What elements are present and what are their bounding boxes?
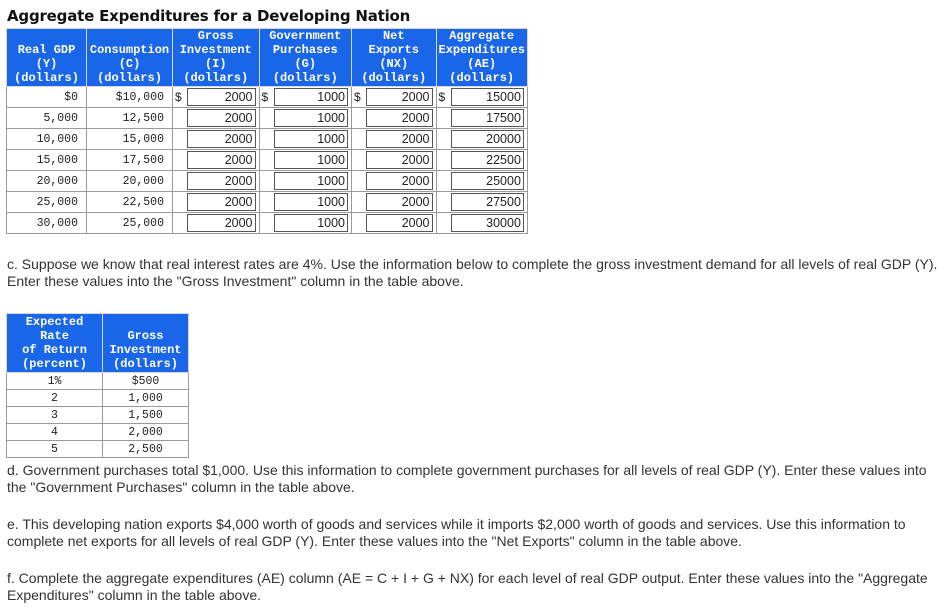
government-input-cell	[274, 129, 352, 150]
currency-symbol	[259, 150, 274, 171]
government-input-cell	[274, 171, 352, 192]
consumption-cell: 25,000	[87, 213, 173, 234]
currency-symbol	[436, 129, 451, 150]
aggregate-expenditures-input[interactable]: 30000	[451, 214, 524, 232]
table-row	[7, 129, 528, 150]
gross-investment-cell: 1,000	[103, 390, 189, 407]
table-row	[7, 150, 528, 171]
table-row	[7, 407, 189, 424]
aggregate-expenditures-input[interactable]: 20000	[451, 130, 524, 148]
instruction-c: c. Suppose we know that real interest rates are 4%. Use the information below to complete the gross investment demand for all levels of real GDP (Y). Enter these values into the "Gross Investment" column in the table above.	[7, 256, 938, 289]
expected-rate-cell: 3	[7, 407, 103, 424]
net-exports-input[interactable]: 2000	[366, 193, 433, 211]
header-gross-investment: Gross Investment (I) (dollars)	[173, 29, 260, 87]
expected-rate-cell: 1%	[7, 373, 103, 390]
aggregate-expenditures-table	[6, 28, 528, 234]
currency-symbol	[436, 192, 451, 213]
table-row	[7, 171, 528, 192]
header-net-exports: Net Exports (NX) (dollars)	[352, 29, 437, 87]
table-row	[7, 424, 189, 441]
currency-symbol: $	[352, 87, 367, 108]
aggregate-expenditures-input-cell	[451, 108, 527, 129]
aggregate-expenditures-input-cell	[451, 129, 527, 150]
net-exports-input-cell	[366, 150, 436, 171]
net-exports-input-cell	[366, 192, 436, 213]
instruction-d: d. Government purchases total $1,000. Use this information to complete government purchases for all levels of real GDP (Y). Enter these values into the "Government Purchases" column in the table above.	[7, 462, 927, 495]
table-row	[7, 213, 528, 234]
investment-input-cell	[187, 108, 259, 129]
investment-input-cell	[187, 87, 259, 108]
gross-investment-cell: 2,500	[103, 441, 189, 458]
aggregate-expenditures-input-cell	[451, 171, 527, 192]
table-row	[7, 192, 528, 213]
aggregate-expenditures-input[interactable]: 27500	[451, 193, 524, 211]
investment-demand-table	[6, 313, 189, 458]
government-input-cell	[274, 192, 352, 213]
aggregate-expenditures-input-cell	[451, 213, 527, 234]
currency-symbol	[259, 192, 274, 213]
net-exports-input[interactable]: 2000	[366, 130, 433, 148]
currency-symbol	[436, 108, 451, 129]
investment-input[interactable]: 2000	[187, 109, 256, 127]
real-gdp-cell: 30,000	[7, 213, 87, 234]
aggregate-expenditures-input[interactable]: 22500	[451, 151, 524, 169]
investment-input-cell	[187, 129, 259, 150]
currency-symbol	[173, 171, 188, 192]
net-exports-input[interactable]: 2000	[366, 88, 433, 106]
currency-symbol	[352, 108, 367, 129]
government-input[interactable]: 1000	[274, 193, 349, 211]
gross-investment-cell: 1,500	[103, 407, 189, 424]
net-exports-input-cell	[366, 129, 436, 150]
net-exports-input[interactable]: 2000	[366, 214, 433, 232]
consumption-cell: 15,000	[87, 129, 173, 150]
currency-symbol	[259, 213, 274, 234]
real-gdp-cell: 25,000	[7, 192, 87, 213]
table-row	[7, 390, 189, 407]
real-gdp-cell: 10,000	[7, 129, 87, 150]
net-exports-input-cell	[366, 213, 436, 234]
expected-rate-cell: 2	[7, 390, 103, 407]
investment-input-cell	[187, 171, 259, 192]
gross-investment-cell: $500	[103, 373, 189, 390]
real-gdp-cell: 5,000	[7, 108, 87, 129]
net-exports-input-cell	[366, 87, 436, 108]
currency-symbol	[173, 150, 188, 171]
instruction-f: f. Complete the aggregate expenditures (AE) column (AE = C + I + G + NX) for each level of real GDP output. Enter these values into the "Aggregate Expenditures" column in the table above.	[7, 570, 928, 603]
investment-input-cell	[187, 213, 259, 234]
investment-input-cell	[187, 150, 259, 171]
currency-symbol	[173, 213, 188, 234]
government-input[interactable]: 1000	[274, 214, 349, 232]
consumption-cell: 20,000	[87, 171, 173, 192]
net-exports-input[interactable]: 2000	[366, 151, 433, 169]
aggregate-expenditures-input[interactable]: 17500	[451, 109, 524, 127]
table-row	[7, 87, 528, 108]
government-input-cell	[274, 213, 352, 234]
header-consumption: Consumption (C) (dollars)	[87, 29, 173, 87]
table-row	[7, 108, 528, 129]
net-exports-input[interactable]: 2000	[366, 172, 433, 190]
header-expected-rate: Expected Rate of Return (percent)	[7, 314, 103, 373]
government-input[interactable]: 1000	[274, 109, 349, 127]
header-government-purchases: Government Purchases (G) (dollars)	[259, 29, 352, 87]
page-title: Aggregate Expenditures for a Developing Nation	[7, 7, 411, 25]
aggregate-expenditures-input-cell	[451, 192, 527, 213]
government-input-cell	[274, 150, 352, 171]
currency-symbol	[259, 129, 274, 150]
government-input-cell	[274, 87, 352, 108]
government-input[interactable]: 1000	[274, 151, 349, 169]
investment-input-cell	[187, 192, 259, 213]
investment-input[interactable]: 2000	[187, 151, 256, 169]
consumption-cell: 17,500	[87, 150, 173, 171]
consumption-cell: 12,500	[87, 108, 173, 129]
consumption-cell: 22,500	[87, 192, 173, 213]
currency-symbol	[436, 171, 451, 192]
currency-symbol: $	[173, 87, 188, 108]
real-gdp-cell: 15,000	[7, 150, 87, 171]
aggregate-expenditures-input-cell	[451, 87, 527, 108]
currency-symbol	[173, 129, 188, 150]
currency-symbol	[352, 213, 367, 234]
header-gross-investment-dollars: Gross Investment (dollars)	[103, 314, 189, 373]
real-gdp-cell: 20,000	[7, 171, 87, 192]
currency-symbol	[352, 150, 367, 171]
investment-input[interactable]: 2000	[187, 214, 256, 232]
currency-symbol	[259, 108, 274, 129]
currency-symbol: $	[259, 87, 274, 108]
investment-input[interactable]: 2000	[187, 193, 256, 211]
net-exports-input[interactable]: 2000	[366, 109, 433, 127]
gross-investment-cell: 2,000	[103, 424, 189, 441]
table-row	[7, 373, 189, 390]
currency-symbol: $	[436, 87, 451, 108]
government-input-cell	[274, 108, 352, 129]
net-exports-input-cell	[366, 108, 436, 129]
currency-symbol	[436, 150, 451, 171]
header-real-gdp: Real GDP (Y) (dollars)	[7, 29, 87, 87]
net-exports-input-cell	[366, 171, 436, 192]
currency-symbol	[352, 171, 367, 192]
investment-input[interactable]: 2000	[187, 88, 256, 106]
instruction-e: e. This developing nation exports $4,000 worth of goods and services while it imports $2,000 worth of goods and services. Use this information to complete net exports for all levels of real GDP (Y). Enter these values into the "Net Exports" column in the table above.	[7, 516, 906, 549]
currency-symbol	[173, 108, 188, 129]
currency-symbol	[352, 192, 367, 213]
real-gdp-cell: $0	[7, 87, 87, 108]
consumption-cell: $10,000	[87, 87, 173, 108]
table-row	[7, 441, 189, 458]
investment-input[interactable]: 2000	[187, 172, 256, 190]
government-input[interactable]: 1000	[274, 172, 349, 190]
expected-rate-cell: 5	[7, 441, 103, 458]
government-input[interactable]: 1000	[274, 130, 349, 148]
currency-symbol	[436, 213, 451, 234]
aggregate-expenditures-input-cell	[451, 150, 527, 171]
aggregate-expenditures-input[interactable]: 25000	[451, 172, 524, 190]
aggregate-expenditures-input[interactable]: 15000	[451, 88, 524, 106]
currency-symbol	[173, 192, 188, 213]
header-aggregate-expenditures: Aggregate Expenditures (AE) (dollars)	[436, 29, 527, 87]
government-input[interactable]: 1000	[274, 88, 349, 106]
currency-symbol	[352, 129, 367, 150]
investment-input[interactable]: 2000	[187, 130, 256, 148]
expected-rate-cell: 4	[7, 424, 103, 441]
currency-symbol	[259, 171, 274, 192]
